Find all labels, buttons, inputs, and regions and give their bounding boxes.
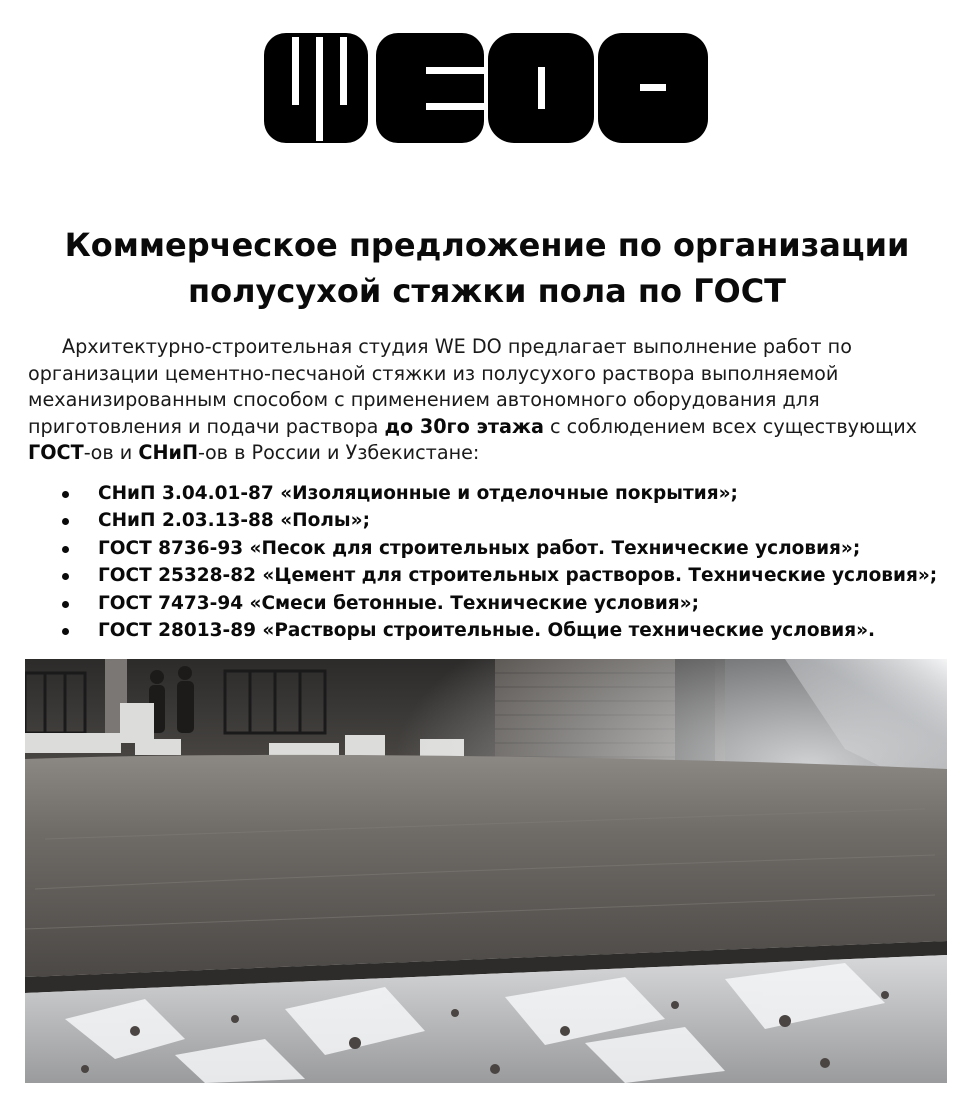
intro-paragraph <box>28 334 948 467</box>
norm-item <box>0 562 974 589</box>
bullet-icon <box>62 628 69 635</box>
norm-item <box>0 617 974 644</box>
intro-bold-snip: СНиП <box>138 441 199 464</box>
norms-list <box>0 480 974 644</box>
norm-item <box>0 480 974 507</box>
wedo-logo <box>264 33 708 143</box>
title-line-1: Коммерческое предложение по организации <box>64 226 910 264</box>
intro-text-4: -ов в России и Узбекистане: <box>198 441 480 464</box>
title-line-2: полусухой стяжки пола по ГОСТ <box>188 272 786 310</box>
intro-text-1: Архитектурно-строительная студия WE DO предлагает выполнение работ по организации цементно-песчаной стяжки из полусухого раствора выполняемой механизированным способом с применением автономного оборудования для приготовления и подачи раствора <box>28 335 852 438</box>
intro-text-2: с соблюдением всех существующих <box>543 414 918 438</box>
norm-item <box>0 535 974 562</box>
bullet-icon <box>62 518 69 525</box>
norm-text: СНиП 3.04.01-87 «Изоляционные и отделочные покрытия»; <box>98 483 738 504</box>
document-title <box>0 222 974 314</box>
bullet-icon <box>62 491 69 498</box>
norm-item <box>0 507 974 534</box>
norm-text: СНиП 2.03.13-88 «Полы»; <box>98 510 370 532</box>
wedo-logo-icon <box>264 33 708 143</box>
screed-floor-photo-illustration <box>25 659 947 1083</box>
norm-item <box>0 590 974 617</box>
screed-floor-photo <box>25 659 947 1083</box>
bullet-icon <box>62 546 69 553</box>
intro-text-3: -ов и <box>83 441 139 464</box>
norm-text: ГОСТ 8736-93 «Песок для строительных работ. Технические условия»; <box>98 537 861 559</box>
norm-text: ГОСТ 25328-82 «Цемент для строительных растворов. Технические условия»; <box>98 565 938 587</box>
bullet-icon <box>62 573 69 580</box>
bullet-icon <box>62 601 69 608</box>
intro-bold-floors: до 30го этажа <box>384 414 544 438</box>
intro-bold-gost: ГОСТ <box>28 441 84 464</box>
norm-text: ГОСТ 28013-89 «Растворы строительные. Общие технические условия». <box>98 620 876 642</box>
norm-text: ГОСТ 7473-94 «Смеси бетонные. Технические условия»; <box>98 592 700 614</box>
